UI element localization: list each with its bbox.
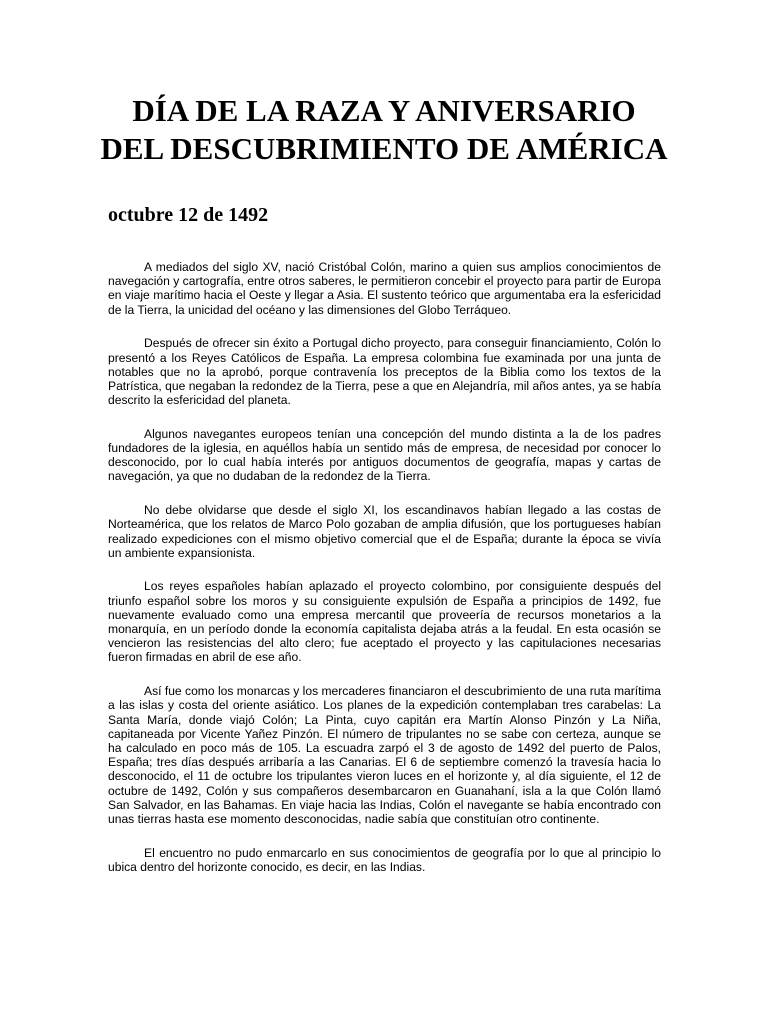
paragraph-6: Así fue como los monarcas y los mercaderes financiaron el descubrimiento de una ruta marítima a las islas y costa del oriente asiático. Los planes de la expedición contemplaban tres carabelas: La Santa María, donde viajó Colón; La Pinta, cuyo capitán era Martín Alonso Pinzón y La Niña, capitaneada por Vicente Yañez Pinzón. El número de tripulantes no se sabe con certeza, aunque se ha calculado en poco más de 105. La escuadra zarpó el 3 de agosto de 1492 del puerto de Palos, España; tres días después arribaría a las Canarias. El 6 de septiembre comenzó la travesía hacia lo desconocido, el 11 de octubre los tripulantes vieron luces en el horizonte y, al día siguiente, el 12 de octubre de 1492, Colón y sus compañeros desembarcaron en Guanahaní, isla a la que Colón llamó San Salvador, en las Bahamas. En viaje hacia las Indias, Colón el navegante se había encontrado con unas tierras hasta ese momento desconocidas, nadie sabía que constituían otro continente. <box>108 684 661 826</box>
paragraph-7: El encuentro no pudo enmarcarlo en sus conocimientos de geografía por lo que al principio lo ubica dentro del horizonte conocido, es decir, en las Indias. <box>108 845 661 874</box>
title-line-1: DÍA DE LA RAZA Y ANIVERSARIO <box>132 93 636 128</box>
title-line-2: DEL DESCUBRIMIENTO DE AMÉRICA <box>100 131 668 166</box>
document-date: octubre 12 de 1492 <box>108 204 269 226</box>
paragraph-5: Los reyes españoles habían aplazado el proyecto colombino, por consiguiente después del triunfo español sobre los moros y su consiguiente expulsión de España a principios de 1492, fue nuevamente evaluado como una empresa mercantil que proveería de recursos monetarios a la monarquía, en un período donde la economía capitalista dejaba atrás a la feudal. En esta ocasión se vencieron las resistencias del alto clero; fue aceptado el proyecto y las capitulaciones necesarias fueron firmadas en abril de ese año. <box>108 579 661 665</box>
paragraph-2: Después de ofrecer sin éxito a Portugal dicho proyecto, para conseguir financiamiento, Colón lo presentó a los Reyes Católicos de España. La empresa colombina fue examinada por una junta de notables que no la aprobó, porque contravenía los preceptos de la Biblia como los textos de la Patrística, que negaban la redondez de la Tierra, pese a que en Alejandría, mil años antes, ya se había descrito la esfericidad del planeta. <box>108 336 661 408</box>
paragraph-3: Algunos navegantes europeos tenían una concepción del mundo distinta a la de los padres fundadores de la iglesia, en aquéllos había un sentido más de empresa, de necesidad por conocer lo desconocido, por lo cual había interés por antiguos documentos de geografía, mapas y cartas de navegación, ya que no dudaban de la redondez de la Tierra. <box>108 426 661 484</box>
document-title <box>60 92 708 168</box>
document-body <box>108 260 661 894</box>
paragraph-4: No debe olvidarse que desde el siglo XI, los escandinavos habían llegado a las costas de Norteamérica, que los relatos de Marco Polo gozaban de amplia difusión, que los portugueses habían realizado expediciones con el mismo objetivo comercial que el de España; durante la época se vivía un ambiente expansionista. <box>108 503 661 560</box>
paragraph-1: A mediados del siglo XV, nació Cristóbal Colón, marino a quien sus amplios conocimientos de navegación y cartografía, entre otros saberes, le permitieron concebir el proyecto para partir de Europa en viaje marítimo hacia el Oeste y llegar a Asia. El sustento teórico que argumentaba era la esfericidad de la Tierra, la unicidad del océano y las dimensiones del Globo Terráqueo. <box>108 260 661 317</box>
